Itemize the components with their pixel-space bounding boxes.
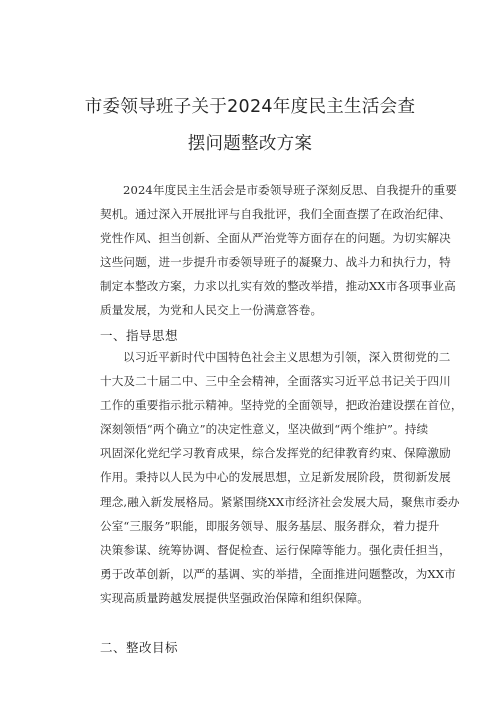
paragraph-line: 作用。秉持以人民为中心的发展思想，立足新发展阶段，贯彻新发展 <box>100 470 451 485</box>
paragraph-line: 深刻领悟“两个确立”的决定性意义，坚决做到“两个维护”。持续 <box>100 422 429 437</box>
paragraph-line: 工作的重要指示批示精神。坚持党的全面领导，把政治建设摆在首位， <box>100 398 463 413</box>
paragraph-line: 公室“三服务”职能，即服务领导、服务基层、服务群众，着力提升 <box>100 518 440 533</box>
intro-paragraph <box>100 178 457 323</box>
intro-line: 这些问题，进一步提升市委领导班子的凝聚力、战斗力和执行力，特 <box>100 255 451 270</box>
intro-line: 制定本整改方案，力求以扎实有效的整改举措，推动XX市各项事业高 <box>100 279 456 294</box>
paragraph-line: 十大及二十届二中、三中全会精神，全面落实习近平总书记关于四川 <box>100 374 451 389</box>
paragraph-line: 巩固深化党纪学习教育成果，综合发挥党的纪律教育约束、保障激励 <box>100 446 451 461</box>
document-title-line-1: 市委领导班子关于2024年度民主生活会查 <box>84 97 416 117</box>
intro-line: 2024年度民主生活会是市委领导班子深刻反思、自我提升的重要 <box>123 183 457 197</box>
intro-line: 党性作风、担当创新、全面从严治党等方面存在的问题。为切实解决 <box>100 231 451 246</box>
paragraph-line: 实现高质量跨越发展提供坚强政治保障和组织保障。 <box>100 590 369 605</box>
paragraph-line: 决策参谋、统筹协调、督促检查、运行保障等能力。强化责任担当， <box>100 542 451 557</box>
section-heading-guiding-ideology: 一、指导思想 <box>100 328 179 343</box>
paragraph-line: 勇于改革创新，以严的基调、实的举措，全面推进问题整改，为XX市 <box>100 566 456 581</box>
intro-line: 契机。通过深入开展批评与自我批评，我们全面查摆了在政治纪律、 <box>100 207 451 222</box>
paragraph-line: 以习近平新时代中国特色社会主义思想为引领，深入贯彻党的二 <box>123 350 451 364</box>
intro-line: 质量发展，为党和人民交上一份满意答卷。 <box>100 303 323 318</box>
section-heading-rectification-goals: 二、整改目标 <box>100 640 179 655</box>
guiding-ideology-paragraph <box>100 345 463 610</box>
document-title-line-2: 摆问题整改方案 <box>187 134 313 154</box>
paragraph-line: 理念,融入新发展格局。紧紧围绕XX市经济社会发展大局，聚焦市委办 <box>100 494 460 509</box>
